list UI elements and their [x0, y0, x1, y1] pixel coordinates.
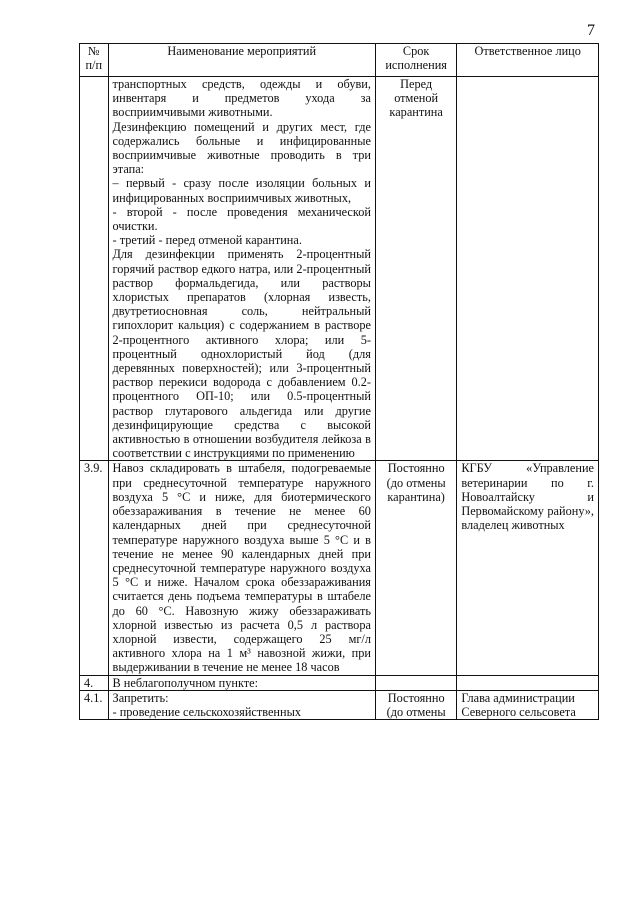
header-num-line2: п/п: [85, 58, 103, 73]
row-text: Навоз складировать в штабеля, подогреваемые при среднесуточной температуре наружного воздуха 5 °С и ниже, для биотермического обеззараживания в течение не менее 60 календарных дней при среднесуточной температуре наружного воздуха выше 5 °С и в течение не менее 90 календарных дней при среднесуточной температуре наружного воздуха 5 °С и ниже. Началом срока обеззараживания считается день подъема температуры в штабеле до 60 °С. Навозную жижу обеззараживать хлорной известью из расчета 0,5 л раствора хлорной извести, содержащего 25 мг/л активного хлора на 1 м³ навозной жижи, при выдерживании в течение не менее 18 часов: [108, 461, 375, 675]
row-num: [80, 77, 109, 461]
term-line: (до отмены: [386, 475, 446, 490]
header-responsible: Ответственное лицо: [457, 44, 599, 77]
term-line: (до отмены: [386, 704, 446, 719]
row-term: [375, 461, 456, 675]
header-term: [375, 44, 456, 77]
row-text-line: - проведение сельскохозяйственных: [112, 704, 301, 719]
row-paragraph: транспортных средств, одежды и обуви, инвентаря и предметов ухода за восприимчивыми животными.: [112, 77, 371, 120]
row-text: [108, 77, 375, 461]
header-term-line1: Срок: [402, 44, 430, 58]
table-row: [80, 77, 599, 461]
row-num: 4.: [80, 675, 109, 690]
row-paragraph: – первый - сразу после изоляции больных и инфицированных восприимчивых животных,: [112, 176, 371, 205]
row-paragraph: - третий - перед отменой карантина.: [112, 233, 302, 248]
table-row: [80, 690, 599, 719]
table-row: [80, 675, 599, 690]
header-num-line1: №: [87, 44, 100, 58]
row-responsible: КГБУ «Управление ветеринарии по г. Новоалтайску и Первомайскому району», владелец животных: [457, 461, 599, 675]
header-term-line2: исполнения: [385, 58, 447, 73]
row-paragraph: Для дезинфекции применять 2-процентный горячий раствор едкого натра, или 2-процентный раствор формальдегида, или растворы хлористых препаратов (хлорная известь, двутретиосновная соль, нейтральный гипохлорит кальция) с содержанием в растворе 2-процентного активного хлора; или 5-процентный однохлористый йод (для деревянных поверхностей); или 3-процентный раствор перекиси водорода с добавлением 0.2-процентного ОП-10; или 0.5-процентный раствор глутарового альдегида или другие дезинфицирующие средства с высокой активностью в отношении возбудителя лейкоза в соответствии с инструкциями по применению: [112, 247, 371, 461]
row-paragraph: - второй - после проведения механической очистки.: [112, 204, 371, 234]
header-num: [80, 44, 109, 77]
measures-table: [79, 43, 599, 720]
row-paragraph: Дезинфекцию помещений и других мест, где содержались больные и инфицированные восприимчивые животные проводить в три этапа:: [112, 119, 371, 177]
row-responsible: [457, 77, 599, 461]
term-line: Перед: [400, 77, 433, 91]
table-header-row: [80, 44, 599, 77]
term-line: Постоянно: [387, 461, 445, 476]
term-line: отменой: [394, 91, 439, 106]
row-responsible: [457, 690, 599, 719]
responsible-line: Северного сельсовета: [461, 704, 576, 719]
responsible-line: Глава администрации: [461, 690, 575, 705]
row-num: 4.1.: [80, 690, 109, 719]
row-responsible: [457, 675, 599, 690]
term-line: карантина: [389, 105, 443, 120]
row-text: В неблагополучном пункте:: [108, 675, 375, 690]
term-line: карантина): [387, 489, 445, 504]
page-number: 7: [587, 22, 595, 39]
row-term: [375, 77, 456, 461]
row-text-line: Запретить:: [112, 690, 169, 705]
header-name: Наименование мероприятий: [108, 44, 375, 77]
term-line: Постоянно: [387, 690, 445, 705]
table-row: [80, 461, 599, 675]
row-num: 3.9.: [80, 461, 109, 675]
row-text: [108, 690, 375, 719]
row-term: [375, 675, 456, 690]
row-term: [375, 690, 456, 719]
